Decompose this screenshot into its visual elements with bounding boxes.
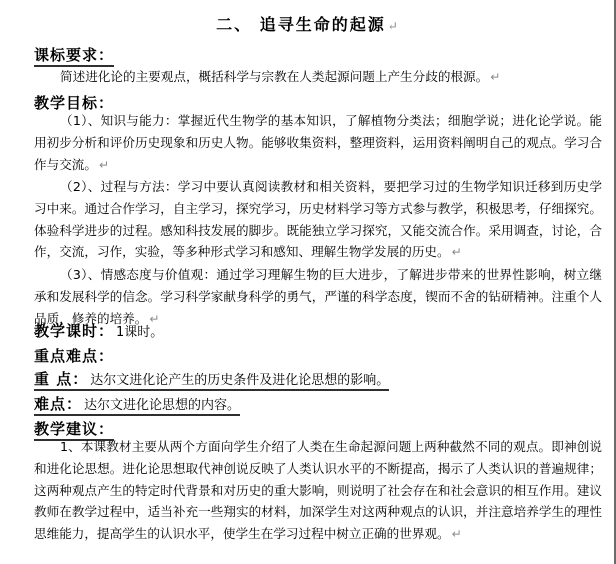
goals-item-1-text: （1）、知识与能力：掌握近代生物学的基本知识，了解植物分类法；细胞学说；进化论学说。能用初步分析和评价历史现象和历史人物。能够收集资料，整理资料，运用资料阐明自己的观点。学习合作与交流。 bbox=[34, 113, 602, 172]
paragraph-mark-icon: ↵ bbox=[149, 311, 160, 326]
suggestions-text-content: 1、本课教材主要从两个方面向学生介绍了人类在生命起源问题上两种截然不同的观点。即神创说和进化论思想。进化论思想取代神创说反映了人类认识水平的不断提高，揭示了人类认识的普遍规律；这两种观点产生的特定时代背景和对历史的重大影响，则说明了社会存在和社会意识的相互作用。建议教师在教学过程中，适当补充一些翔实的材料，加深学生对这两种观点的认识，并注意培养学生的理性思维能力，提高学生的认识水平，使学生在学习过程中树立正确的世界观。 bbox=[34, 439, 602, 542]
document-title-text: 二、 追寻生命的起源 bbox=[216, 15, 386, 34]
paragraph-mark-icon: ↵ bbox=[387, 19, 400, 33]
document-title bbox=[0, 12, 616, 35]
difficult-point-label: 难点： bbox=[34, 395, 83, 413]
goals-item-2-text: （2）、过程与方法：学习中要认真阅读教材和相关资料，要把学习过的生物学知识迁移到历史学习中来。通过合作学习，自主学习，探究学习，历史材料学习等方式参与教学，积极思考，仔细探究。体验科学进步的过程。感知科技发展的脚步。既能独立学习探究，又能交流合作。采用调查，讨论，合作，交流，习作，实验，等多种形式学习和感知、理解生物学发展的历史。 bbox=[34, 179, 602, 260]
key-point-value: 达尔文进化论产生的历史条件及进化论思想的影响。 bbox=[90, 373, 390, 388]
hours-heading-text: 教学课时： bbox=[34, 322, 115, 340]
difficult-point-value: 达尔文进化论思想的内容。 bbox=[84, 398, 241, 413]
suggestions-text bbox=[34, 436, 602, 546]
curriculum-text-content: 简述进化论的主要观点，概括科学与宗教在人类起源问题上产生分歧的根源。 bbox=[60, 69, 489, 84]
key-difficult-heading: 重点难点： bbox=[34, 347, 115, 365]
curriculum-heading: 课标要求： bbox=[34, 44, 114, 67]
goals-item-3-text: （3）、情感态度与价值观：通过学习理解生物的巨大进步，了解进步带来的世界性影响，树立继承和发展科学的信念。学习科学家献身科学的勇气，严谨的科学态度，锲而不舍的钻研精神。注重个人品质，修养的培养。 bbox=[34, 267, 602, 326]
paragraph-mark-icon: ↵ bbox=[490, 70, 501, 84]
paragraph-mark-icon: ↵ bbox=[98, 157, 110, 172]
difficult-point-heading bbox=[34, 393, 240, 416]
hours-heading bbox=[34, 320, 163, 341]
goals-item-2 bbox=[34, 176, 602, 264]
key-point-label: 重 点： bbox=[34, 370, 89, 388]
hours-value: 1课时。 bbox=[116, 325, 164, 340]
suggestions-heading: 教学建议： bbox=[34, 418, 114, 441]
goals-heading: 教学目标： bbox=[34, 94, 115, 112]
goals-item-1 bbox=[34, 110, 602, 176]
paragraph-mark-icon: ↵ bbox=[451, 527, 462, 542]
curriculum-text bbox=[34, 66, 602, 89]
key-point-heading bbox=[34, 368, 389, 391]
paragraph-mark-icon: ↵ bbox=[451, 245, 462, 260]
